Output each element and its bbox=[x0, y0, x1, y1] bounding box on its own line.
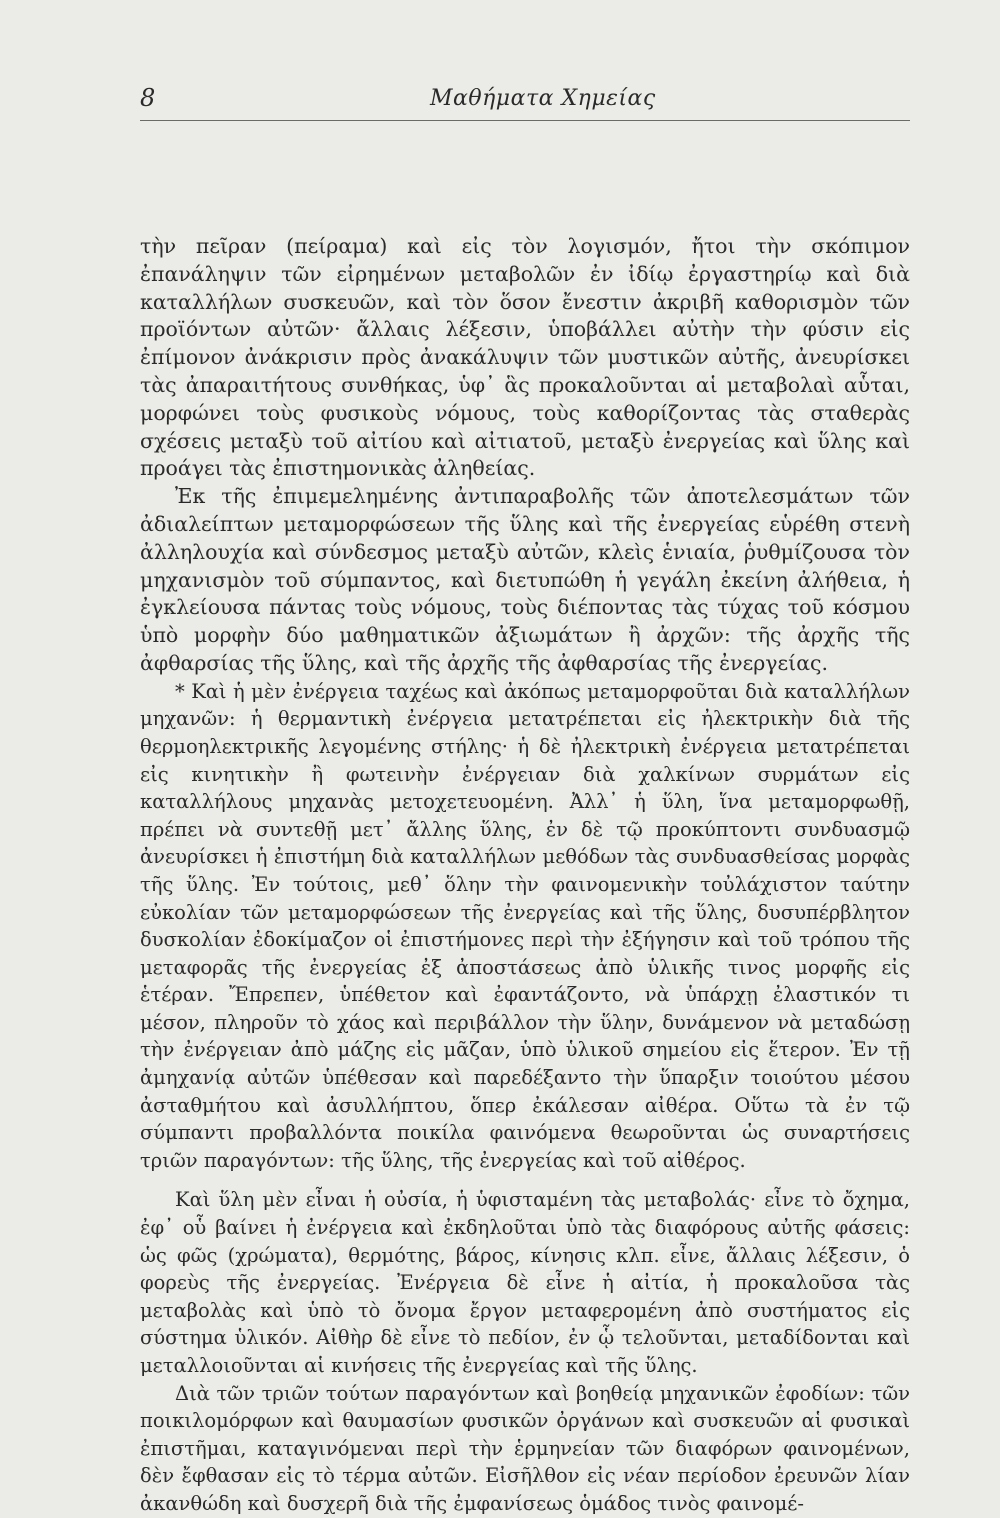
paragraph: Ἐκ τῆς ἐπιμεμελημένης ἀντιπαραβολῆς τῶν ἀποτελεσμάτων τῶν ἀδιαλείπτων μεταμορφώσεων τῆς ὕλης καὶ τῆς ἐνεργείας εὑρέθη στενὴ ἀλληλουχία καὶ σύνδεσμος μεταξὺ αὐτῶν, κλεὶς ἑνιαία, ῥυθμίζουσα τὸν μηχανισμὸν τοῦ σύμπαντος, καὶ διετυπώθη ἡ γεγάλη ἐκείνη ἀλήθεια, ἡ ἐγκλείουσα πάντας τοὺς νόμους, τοὺς διέποντας τὰς τύχας τοῦ κόσμου ὑπὸ μορφὴν δύο μαθηματικῶν ἀξιωμάτων ἢ ἀρχῶν: τῆς ἀρχῆς τῆς ἀφθαρσίας τῆς ὕλης, καὶ τῆς ἀρχῆς τῆς ἀφθαρσίας τῆς ἐνεργείας. bbox=[140, 484, 910, 675]
footnote-paragraph: * Καὶ ἡ μὲν ἐνέργεια ταχέως καὶ ἀκόπως μεταμορφοῦται διὰ καταλλήλων μηχανῶν: ἡ θερμαντικὴ ἐνέργεια μετατρέπεται εἰς ἠλεκτρικὴν διὰ τῆς θερμοηλεκτρικῆς λεγομένης στήλης· ἡ δὲ ἠλεκτρικὴ ἐνέργεια μετατρέπεται εἰς κινητικὴν ἢ φωτεινὴν ἐνέργειαν διὰ χαλκίνων συρμάτων εἰς καταλλήλους μηχανὰς μετοχετευομένη. Ἀλλ᾽ ἡ ὕλη, ἵνα μεταμορφωθῇ, πρέπει νὰ συντεθῇ μετ᾽ ἄλλης ὕλης, ἐν δὲ τῷ προκύπτοντι συνδυασμῷ ἀνευρίσκει ἡ ἐπιστήμη διὰ καταλλήλων μεθόδων τὰς συνδυασθείσας μορφὰς τῆς ὕλης. Ἐν τούτοις, μεθ᾽ ὅλην τὴν φαινομενικὴν τοὐλάχιστον ταύτην εὐκολίαν τῶν μεταμορφώσεων τῆς ἐνεργείας καὶ τῆς ὕλης, δυσυπέρβλητον δυσκολίαν ἐδοκίμαζον οἱ ἐπιστήμονες περὶ τὴν ἐξήγησιν καὶ τοῦ τρόπου τῆς μεταφορᾶς τῆς ἐνεργείας ἐξ ἀποστάσεως ἀπὸ ὑλικῆς τινος μορφῆς εἰς ἑτέραν. Ἔπρεπεν, ὑπέθετον καὶ ἐφαντάζοντο, νὰ ὑπάρχῃ ἐλαστικόν τι μέσον, πληροῦν τὸ χάος καὶ περιβάλλον τὴν ὕλην, δυνάμενον νὰ μεταδώσῃ τὴν ἐνέργειαν ἀπὸ μάζης εἰς μᾶζαν, ὑπὸ ὑλικοῦ σημείου εἰς ἕτερον. Ἐν τῇ ἀμηχανίᾳ αὐτῶν ὑπέθεσαν καὶ παρεδέξαντο τὴν ὕπαρξιν τοιούτου μέσου ἀσταθμήτου καὶ ἀσυλλήπτου, ὅπερ ἐκάλεσαν αἰθέρα. Οὕτω τὰ ἐν τῷ σύμπαντι προβαλλόντα ποικίλα φαινόμενα θεωροῦνται ὡς συναρτήσεις τριῶν παραγόντων: τῆς ὕλης, τῆς ἐνεργείας καὶ τοῦ αἰθέρος. bbox=[140, 679, 910, 1172]
page-number: 8 bbox=[140, 84, 156, 112]
paragraph: τὴν πεῖραν (πείραμα) καὶ εἰς τὸν λογισμόν, ἤτοι τὴν σκόπιμον ἐπανάληψιν τῶν εἰρημένων μεταβολῶν ἐν ἰδίῳ ἐργαστηρίῳ καὶ διὰ καταλλήλων συσκευῶν, καὶ τὸν ὅσον ἔνεστιν ἀκριβῆ καθορισμὸν τῶν προϊόντων αὐτῶν· ἄλλαις λέξεσιν, ὑποβάλλει αὐτὴν τὴν φύσιν εἰς ἐπίμονον ἀνάκρισιν πρὸς ἀνακάλυψιν τῶν μυστικῶν αὐτῆς, ἀνευρίσκει τὰς ἀπαραιτήτους συνθήκας, ὑφ᾽ ἃς προκαλοῦνται αἱ μεταβολαὶ αὗται, μορφώνει τοὺς φυσικοὺς νόμους, τοὺς καθορίζοντας τὰς σταθερὰς σχέσεις μεταξὺ τοῦ αἰτίου καὶ αἰτιατοῦ, μεταξὺ ἐνεργείας καὶ ὕλης καὶ προάγει τὰς ἐπιστημονικὰς ἀληθείας. bbox=[140, 234, 910, 481]
paragraph: Διὰ τῶν τριῶν τούτων παραγόντων καὶ βοηθείᾳ μηχανικῶν ἐφοδίων: τῶν ποικιλομόρφων καὶ θαυμασίων φυσικῶν ὀργάνων καὶ συσκευῶν αἱ φυσικαὶ ἐπιστῆμαι, καταγινόμεναι περὶ τὴν ἑρμηνείαν τῶν διαφόρων φαινομένων, δὲν ἔφθασαν εἰς τὸ τέρμα αὐτῶν. Εἰσῆλθον εἰς νέαν περίοδον ἐρευνῶν λίαν ἀκανθώδη καὶ δυσχερῆ διὰ τῆς ἐμφανίσεως ὁμάδος τινὸς φαινομέ- bbox=[140, 1381, 910, 1515]
page-header bbox=[140, 80, 910, 121]
body-text bbox=[140, 233, 910, 1518]
paragraph: Καὶ ὕλη μὲν εἶναι ἡ οὐσία, ἡ ὑφισταμένη τὰς μεταβολάς· εἶνε τὸ ὄχημα, ἐφ᾽ οὗ βαίνει ἡ ἐνέργεια καὶ ἐκδηλοῦται ὑπὸ τὰς διαφόρους αὐτῆς φάσεις: ὡς φῶς (χρώματα), θερμότης, βάρος, κίνησις κλπ. εἶνε, ἄλλαις λέξεσιν, ὁ φορεὺς τῆς ἐνεργείας. Ἐνέργεια δὲ εἶνε ἡ αἰτία, ἡ προκαλοῦσα τὰς μεταβολὰς καὶ ὑπὸ τὸ ὄνομα ἔργον μεταφερομένη ἀπὸ συστήματος εἰς σύστημα ὑλικόν. Αἰθὴρ δὲ εἶνε τὸ πεδίον, ἐν ᾧ τελοῦνται, μεταδίδονται καὶ μεταλλοιοῦνται αἱ κινήσεις τῆς ἐνεργείας καὶ τῆς ὕλης. bbox=[140, 1188, 910, 1377]
running-title: Μαθήματα Χημείας bbox=[430, 86, 656, 111]
